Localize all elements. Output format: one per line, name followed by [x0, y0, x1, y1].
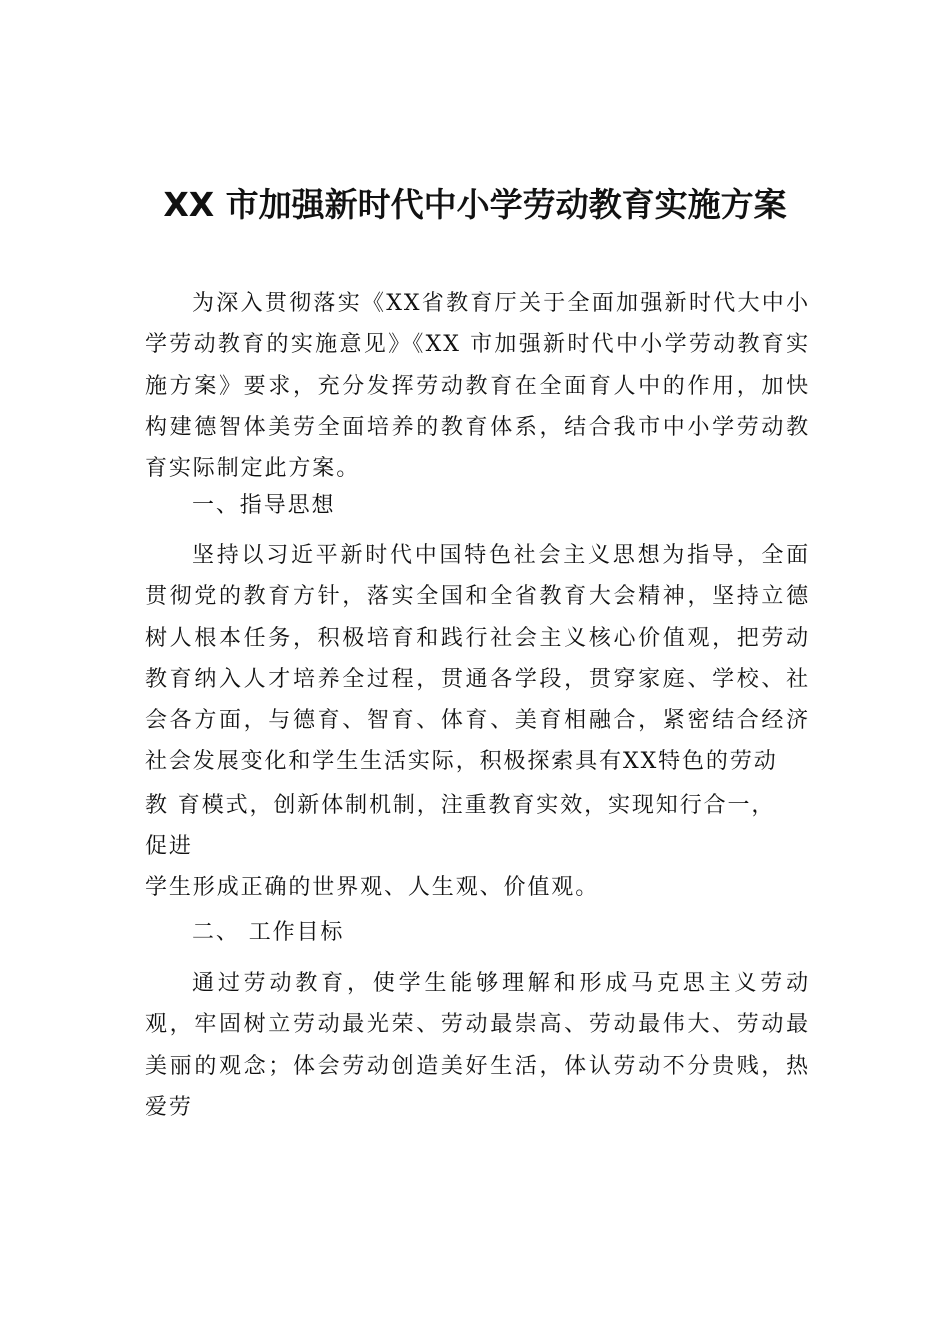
paragraph-line: 教 育模式，创新体制机制，注重教育实效，实现知行合一，: [145, 793, 776, 818]
section-paragraph-guiding-ideology: 坚持以习近平新时代中国特色社会主义思想为指导，全面贯彻党的教育方针，落实全国和全省教育大会精神，坚持立德树人根本任务，积极培育和践行社会主义核心价值观，把劳动教育纳入人才培养全过程，贯通各学段，贯穿家庭、学校、社会各方面，与德育、智育、体育、美育相融合，紧密结合经济社会发展变化和学生生活实际，积极探索具有XX特色的劳动: [145, 543, 810, 775]
section-heading-work-goals: 二、 工作目标: [192, 920, 345, 945]
paragraph-line: 学生形成正确的世界观、人生观、价值观。: [145, 875, 600, 900]
paragraph-line: 促进: [145, 834, 193, 859]
intro-paragraph: 为深入贯彻落实《XX省教育厅关于全面加强新时代大中小学劳动教育的实施意见》《XX 市加强新时代中小学劳动教育实施方案》要求，充分发挥劳动教育在全面育人中的作用，加快构建德智体美劳全面培养的教育体系，结合我市中小学劳动教育实际制定此方案。: [145, 291, 810, 482]
document-title: XX 市加强新时代中小学劳动教育实施方案: [163, 185, 787, 224]
section-heading-guiding-ideology: 一、指导思想: [192, 493, 336, 518]
section-paragraph-work-goals: 通过劳动教育，使学生能够理解和形成马克思主义劳动观，牢固树立劳动最光荣、劳动最崇高、劳动最伟大、劳动最美丽的观念；体会劳动创造美好生活，体认劳动不分贵贱，热爱劳: [145, 971, 810, 1120]
